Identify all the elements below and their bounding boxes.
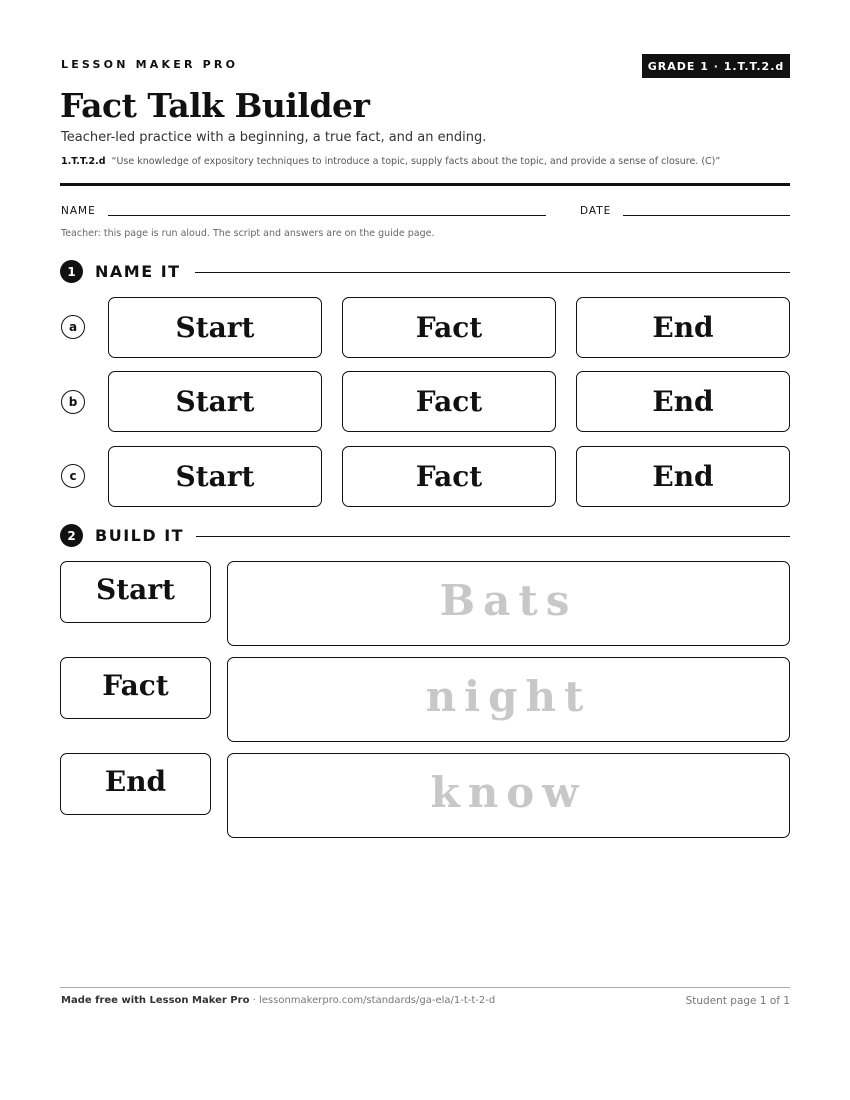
name-field[interactable] <box>108 215 546 216</box>
choice-c-fact[interactable]: Fact <box>342 446 556 507</box>
section-build-it-header <box>60 524 790 548</box>
choice-c-end[interactable]: End <box>576 446 790 507</box>
choice-c-start[interactable]: Start <box>108 446 322 507</box>
build-label-start: Start <box>60 561 211 623</box>
row-letter-a: a <box>61 315 85 339</box>
footer-credit <box>61 995 495 1006</box>
date-label: DATE <box>580 205 612 217</box>
section-rule <box>195 272 790 273</box>
choice-a-end[interactable]: End <box>576 297 790 358</box>
header-divider <box>60 183 790 186</box>
section-number: 1 <box>60 260 83 283</box>
footer-made-with: Made free with Lesson Maker Pro <box>61 995 250 1006</box>
standard-line <box>61 156 720 167</box>
grade-badge: GRADE 1 · 1.T.T.2.d <box>642 54 790 78</box>
footer-url: · lessonmakerpro.com/standards/ga-ela/1-t-t-2-d <box>249 995 496 1006</box>
section-rule <box>196 536 790 537</box>
build-box-start[interactable]: Bats <box>227 561 790 646</box>
standard-code: 1.T.T.2.d <box>61 156 106 167</box>
build-label-fact: Fact <box>60 657 211 719</box>
standard-text: “Use knowledge of expository techniques to introduce a topic, supply facts about the topic, and provide a sense of closure. (C)” <box>111 156 721 167</box>
section-name-it-header <box>60 260 790 284</box>
footer-page-number: Student page 1 of 1 <box>685 995 790 1007</box>
footer-divider <box>60 987 790 988</box>
date-field[interactable] <box>623 215 790 216</box>
build-label-end: End <box>60 753 211 815</box>
choice-a-start[interactable]: Start <box>108 297 322 358</box>
teacher-note: Teacher: this page is run aloud. The script and answers are on the guide page. <box>61 228 435 239</box>
section-title: NAME IT <box>95 262 181 281</box>
choice-b-start[interactable]: Start <box>108 371 322 432</box>
brand-name: LESSON MAKER PRO <box>61 58 239 71</box>
build-box-fact[interactable]: night <box>227 657 790 742</box>
section-title: BUILD IT <box>95 526 185 545</box>
name-label: NAME <box>61 205 96 217</box>
row-letter-b: b <box>61 390 85 414</box>
choice-a-fact[interactable]: Fact <box>342 297 556 358</box>
section-number: 2 <box>60 524 83 547</box>
choice-b-end[interactable]: End <box>576 371 790 432</box>
choice-b-fact[interactable]: Fact <box>342 371 556 432</box>
page-subtitle: Teacher-led practice with a beginning, a true fact, and an ending. <box>61 130 487 145</box>
build-box-end[interactable]: know <box>227 753 790 838</box>
page-title: Fact Talk Builder <box>60 86 370 125</box>
row-letter-c: c <box>61 464 85 488</box>
